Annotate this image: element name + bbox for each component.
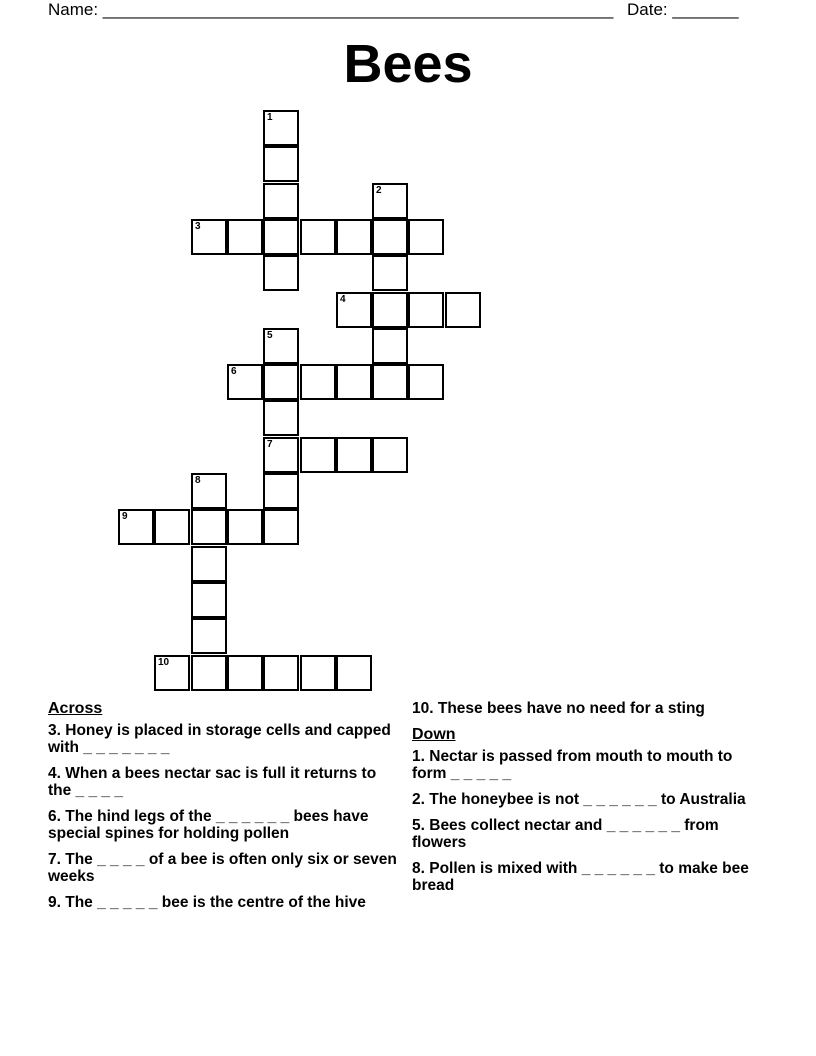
- crossword-cell[interactable]: [191, 473, 227, 509]
- clue-item-text: The _ _ _ _ _ bee is the centre of the hive: [60, 894, 366, 911]
- crossword-cell[interactable]: [336, 219, 372, 255]
- clue-item: [48, 765, 398, 799]
- clue-item-text: Pollen is mixed with _ _ _ _ _ _ to make bee bread: [412, 860, 749, 894]
- crossword-cell[interactable]: [372, 219, 408, 255]
- clue-item: [48, 851, 398, 885]
- clue-item-text: The honeybee is not _ _ _ _ _ _ to Australia: [424, 791, 746, 808]
- clue-number: 8: [195, 475, 201, 486]
- clue-item: [48, 722, 398, 756]
- clue-number: 6: [231, 366, 237, 377]
- clue-item-text: When a bees nectar sac is full it returns to the _ _ _ _: [48, 765, 377, 799]
- clue-number: 5: [267, 330, 273, 341]
- crossword-cell[interactable]: [263, 146, 299, 182]
- crossword-cell[interactable]: [263, 509, 299, 545]
- crossword-cell[interactable]: [263, 400, 299, 436]
- across-clue-list-continued: [412, 700, 752, 717]
- crossword-cell[interactable]: [300, 655, 336, 691]
- crossword-cell[interactable]: [372, 255, 408, 291]
- page-title: Bees: [343, 34, 473, 94]
- crossword-cell[interactable]: [154, 509, 190, 545]
- clue-item: [412, 817, 752, 851]
- clue-item-number: 10.: [412, 700, 434, 717]
- clue-item: [412, 700, 752, 717]
- crossword-cell[interactable]: [336, 655, 372, 691]
- crossword-cell[interactable]: [118, 509, 154, 545]
- date-field-label: Date: _______: [627, 0, 739, 19]
- clue-item-number: 6.: [48, 808, 61, 825]
- crossword-cell[interactable]: [300, 219, 336, 255]
- down-clue-list: [412, 748, 752, 894]
- clue-item-text: Nectar is passed from mouth to mouth to form _ _ _ _ _: [412, 748, 733, 782]
- clue-item-number: 5.: [412, 817, 425, 834]
- crossword-cell[interactable]: [263, 364, 299, 400]
- clue-item-text: Honey is placed in storage cells and capped with _ _ _ _ _ _ _: [48, 722, 391, 756]
- clue-item-text: Bees collect nectar and _ _ _ _ _ _ from flowers: [412, 817, 719, 851]
- clue-item-number: 2.: [412, 791, 425, 808]
- crossword-cell[interactable]: [445, 292, 481, 328]
- clue-item-text: The _ _ _ _ of a bee is often only six or seven weeks: [48, 851, 397, 885]
- clue-item-number: 8.: [412, 860, 425, 877]
- crossword-cell[interactable]: [263, 655, 299, 691]
- clue-item: [48, 894, 398, 911]
- crossword-cell[interactable]: [408, 364, 444, 400]
- crossword-cell[interactable]: [263, 183, 299, 219]
- down-heading: Down: [412, 726, 456, 743]
- crossword-cell[interactable]: [408, 219, 444, 255]
- crossword-cell[interactable]: [300, 437, 336, 473]
- clue-item-number: 3.: [48, 722, 61, 739]
- crossword-cell[interactable]: [336, 364, 372, 400]
- clue-number: 2: [376, 185, 382, 196]
- crossword-cell[interactable]: [191, 546, 227, 582]
- clues-left-column: [48, 700, 398, 920]
- crossword-cell[interactable]: [372, 437, 408, 473]
- crossword-cell[interactable]: [191, 582, 227, 618]
- crossword-cell[interactable]: [336, 437, 372, 473]
- crossword-cell[interactable]: [227, 219, 263, 255]
- crossword-cell[interactable]: [408, 292, 444, 328]
- crossword-cell[interactable]: [263, 473, 299, 509]
- clue-item-number: 9.: [48, 894, 61, 911]
- crossword-cell[interactable]: [372, 364, 408, 400]
- clue-number: 9: [122, 511, 128, 522]
- clue-number: 7: [267, 439, 273, 450]
- clue-item-number: 7.: [48, 851, 61, 868]
- name-field-label: Name: ______________________________________________________: [48, 0, 614, 19]
- crossword-cell[interactable]: [191, 618, 227, 654]
- clue-item-text: These bees have no need for a sting: [433, 700, 705, 717]
- clue-number: 1: [267, 112, 273, 123]
- crossword-cell[interactable]: [154, 655, 190, 691]
- clue-item: [412, 791, 752, 808]
- crossword-cell[interactable]: [191, 655, 227, 691]
- crossword-cell[interactable]: [336, 292, 372, 328]
- clue-number: 3: [195, 221, 201, 232]
- clue-item-number: 4.: [48, 765, 61, 782]
- crossword-cell[interactable]: [263, 437, 299, 473]
- clue-item: [48, 808, 398, 842]
- clue-number: 4: [340, 294, 346, 305]
- crossword-cell[interactable]: [263, 219, 299, 255]
- crossword-cell[interactable]: [263, 110, 299, 146]
- across-heading: Across: [48, 700, 103, 717]
- crossword-cell[interactable]: [227, 509, 263, 545]
- crossword-cell[interactable]: [191, 509, 227, 545]
- clue-item: [412, 860, 752, 894]
- clues-right-column: [412, 700, 752, 903]
- crossword-cell[interactable]: [191, 219, 227, 255]
- crossword-cell[interactable]: [372, 328, 408, 364]
- crossword-cell[interactable]: [372, 183, 408, 219]
- crossword-cell[interactable]: [300, 364, 336, 400]
- clue-item-number: 1.: [412, 748, 425, 765]
- across-clue-list: [48, 722, 398, 911]
- clue-item: [412, 748, 752, 782]
- crossword-cell[interactable]: [227, 364, 263, 400]
- crossword-cell[interactable]: [227, 655, 263, 691]
- crossword-cell[interactable]: [263, 328, 299, 364]
- crossword-cell[interactable]: [263, 255, 299, 291]
- clue-item-text: The hind legs of the _ _ _ _ _ _ bees have special spines for holding pollen: [48, 808, 369, 842]
- clue-number: 10: [158, 657, 170, 668]
- crossword-cell[interactable]: [372, 292, 408, 328]
